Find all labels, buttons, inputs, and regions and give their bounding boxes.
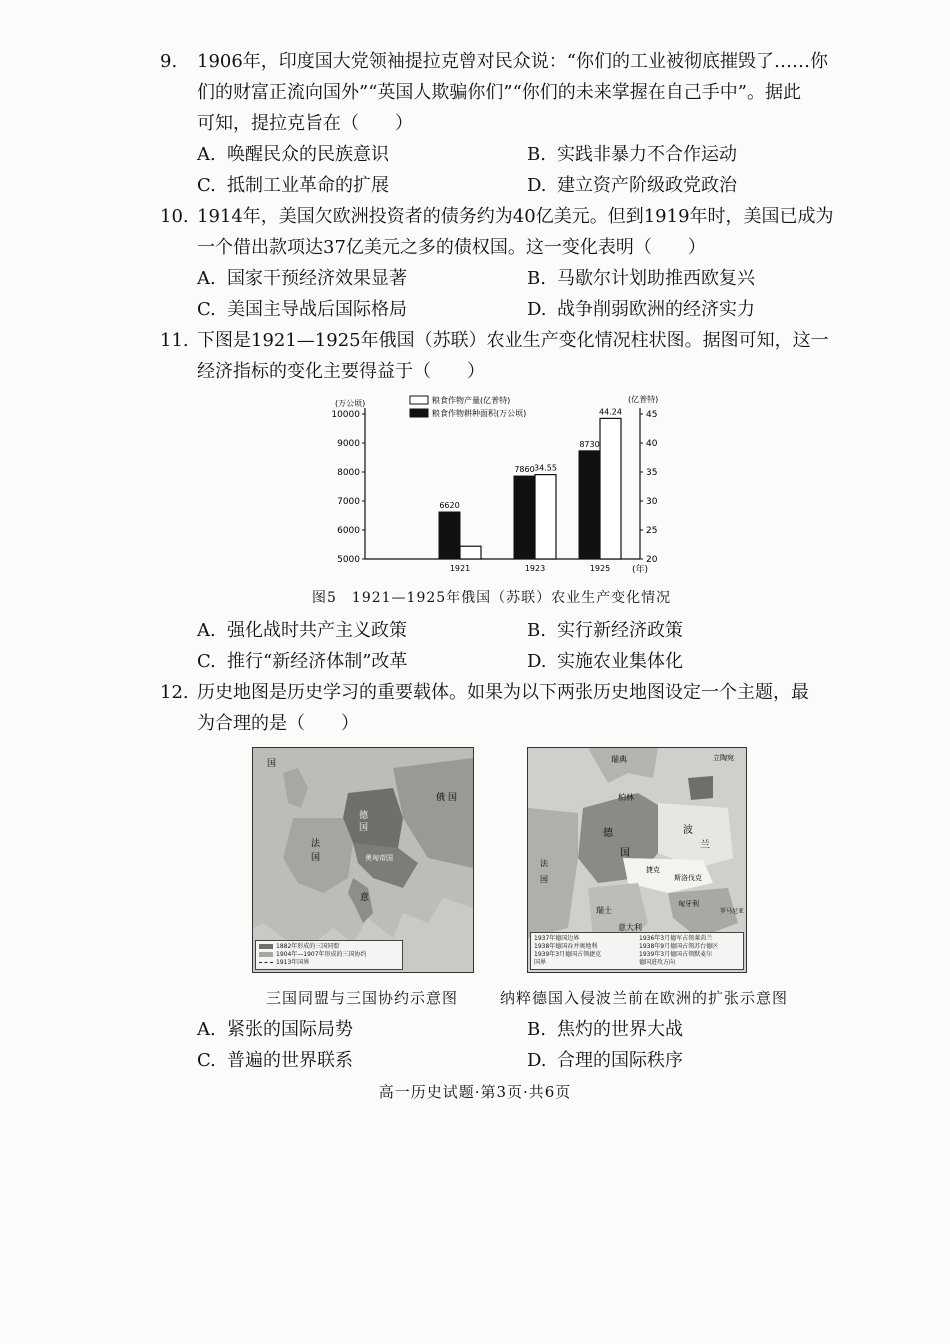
option-d[interactable]: D. 建立资产阶级政党政治 [527, 175, 737, 196]
question-11 [160, 325, 850, 387]
option-a[interactable]: A. 唤醒民众的民族意识 [197, 144, 389, 165]
stem-line: 们的财富正流向国外”“英国人欺骗你们”“你们的未来掌握在自己手中”。据此 [197, 82, 802, 103]
map-label: 罗马尼亚 [720, 908, 745, 915]
question-stem [197, 46, 850, 139]
question-10-options [197, 263, 857, 325]
option-c[interactable]: C. 普遍的世界联系 [197, 1050, 353, 1071]
bar-area-1921 [439, 512, 460, 559]
option-d[interactable]: D. 合理的国际秩序 [527, 1050, 683, 1071]
option-c[interactable]: C. 抵制工业革命的扩展 [197, 175, 389, 196]
map-label: 奥匈帝国 [365, 854, 393, 862]
map-label: 立陶宛 [713, 754, 734, 762]
option-b[interactable]: B. 马歇尔计划助推西欧复兴 [527, 268, 755, 289]
question-stem [197, 201, 850, 263]
option-d[interactable]: D. 实施农业集体化 [527, 651, 683, 672]
map-drawing [253, 748, 473, 972]
right-tick-label: 45 [646, 410, 658, 420]
map-label: 国 [448, 793, 458, 803]
map-label: 俄 [436, 793, 446, 803]
option-a[interactable]: A. 国家干预经济效果显著 [197, 268, 407, 289]
bar-label-yield-1925: 44.24 [599, 407, 622, 417]
nazi-germany-expansion-map [527, 747, 747, 973]
triple-alliance-entente-map [252, 747, 474, 973]
map-label: 匈牙利 [678, 900, 699, 908]
option-b[interactable]: B. 实行新经济政策 [527, 620, 683, 641]
bar-label-area-1923: 7860 [514, 465, 535, 475]
x-axis-label: (年) [632, 565, 649, 575]
map-label: 瑞典 [611, 755, 627, 764]
legend-label-area: 粮食作物耕种面积(万公顷) [432, 409, 527, 418]
map-label: 国 [311, 853, 321, 863]
left-axis-label: (万公顷) [335, 399, 366, 408]
bar-label-yield-1923: 34.55 [534, 463, 557, 473]
map-caption: 三国同盟与三国协约示意图 [266, 989, 459, 1007]
stem-line: 可知，提拉克旨在（ ） [197, 113, 413, 134]
legend-label-yield: 粮食作物产量(亿普特) [432, 396, 511, 405]
x-tick-label-1923: 1923 [524, 564, 546, 573]
map-label: 意大利 [618, 923, 642, 932]
left-tick-label: 7000 [337, 497, 360, 507]
stem-line: 经济指标的变化主要得益于（ ） [197, 361, 485, 382]
map-label: 国 [359, 823, 369, 833]
map-label: 意 [360, 893, 370, 903]
question-10 [160, 201, 850, 263]
map-label: 国 [620, 848, 630, 859]
bar-yield-1921 [460, 546, 481, 559]
map-label: 德 [603, 828, 613, 839]
question-stem [197, 325, 850, 387]
question-stem [197, 677, 850, 739]
right-axis-label: (亿普特) [628, 395, 659, 404]
question-number: 11. [160, 330, 189, 351]
map-label: 柏林 [618, 793, 634, 802]
option-a[interactable]: A. 强化战时共产主义政策 [197, 620, 407, 641]
question-11-options [197, 615, 857, 677]
question-9-options [197, 139, 857, 201]
right-tick-label: 40 [646, 439, 658, 449]
bar-area-1923 [514, 476, 535, 559]
stem-line: 下图是1921—1925年俄国（苏联）农业生产变化情况柱状图。据图可知，这一 [197, 330, 829, 351]
stem-line: 1914年，美国欠欧洲投资者的债务约为40亿美元。但到1919年时，美国已成为 [197, 206, 834, 227]
option-b[interactable]: B. 实践非暴力不合作运动 [527, 144, 737, 165]
left-tick-label: 10000 [331, 410, 360, 420]
map-label: 德 [359, 811, 369, 821]
legend-swatch-yield [410, 396, 428, 404]
stem-line: 为合理的是（ ） [197, 713, 359, 734]
right-tick-label: 30 [646, 497, 658, 507]
figure-caption: 图5 1921—1925年俄国（苏联）农业生产变化情况 [312, 590, 672, 606]
question-12 [160, 677, 850, 739]
bar-label-area-1925: 8730 [579, 439, 600, 449]
left-tick-label: 9000 [337, 439, 360, 449]
option-c[interactable]: C. 美国主导战后国际格局 [197, 299, 407, 320]
stem-line: 历史地图是历史学习的重要载体。如果为以下两张历史地图设定一个主题，最 [197, 682, 809, 703]
page-footer: 高一历史试题·第3页·共6页 [378, 1083, 572, 1101]
left-tick-label: 6000 [337, 526, 360, 536]
map-legend: 1882年形成的三国同盟 1904年—1907年形成的三国协约 1913年国界 [255, 940, 403, 970]
left-tick-label: 8000 [337, 468, 360, 478]
option-d[interactable]: D. 战争削弱欧洲的经济实力 [527, 299, 755, 320]
left-tick-label: 5000 [337, 555, 360, 565]
map-label: 兰 [700, 840, 710, 851]
option-a[interactable]: A. 紧张的国际局势 [197, 1019, 353, 1040]
map-label: 捷克 [646, 866, 660, 874]
chart-canvas [300, 392, 680, 582]
map-label: 波 [683, 825, 693, 836]
question-12-options [197, 1014, 857, 1076]
agriculture-bar-chart [300, 392, 680, 582]
map-legend: 1937年德国边界 1936年3月德军占领莱茵兰 1938年德国吞并奥地利 1938年9月德国占领苏台德区 1939年3月德国占领捷克 1939年3月德国占领默麦尔 国界 德国进攻方向 [530, 932, 744, 970]
question-number: 9. [160, 51, 178, 72]
map-label: 瑞士 [596, 906, 612, 915]
option-b[interactable]: B. 焦灼的世界大战 [527, 1019, 683, 1040]
bar-yield-1923 [535, 475, 556, 559]
stem-line: 1906年，印度国大党领袖提拉克曾对民众说：“你们的工业被彻底摧毁了……你 [197, 51, 829, 72]
option-c[interactable]: C. 推行“新经济体制”改革 [197, 651, 408, 672]
question-number: 10. [160, 206, 189, 227]
map-caption: 纳粹德国入侵波兰前在欧洲的扩张示意图 [500, 989, 789, 1007]
right-tick-label: 25 [646, 526, 658, 536]
map-label: 法 [540, 859, 548, 868]
bar-area-1925 [579, 451, 600, 559]
right-tick-label: 35 [646, 468, 658, 478]
map-label: 斯洛伐克 [674, 874, 702, 882]
legend-swatch-area [410, 409, 428, 417]
right-tick-label: 20 [646, 555, 658, 565]
bar-label-area-1921: 6620 [439, 501, 460, 511]
map-label: 法 [311, 839, 321, 849]
question-number: 12. [160, 682, 189, 703]
map-label: 国 [540, 875, 548, 884]
x-tick-label-1921: 1921 [449, 564, 471, 573]
bar-yield-1925 [600, 418, 621, 559]
question-9 [160, 46, 850, 139]
map-label: 国 [267, 759, 277, 769]
stem-line: 一个借出款项达37亿美元之多的债权国。这一变化表明（ ） [197, 237, 706, 258]
x-tick-label-1925: 1925 [589, 564, 611, 573]
